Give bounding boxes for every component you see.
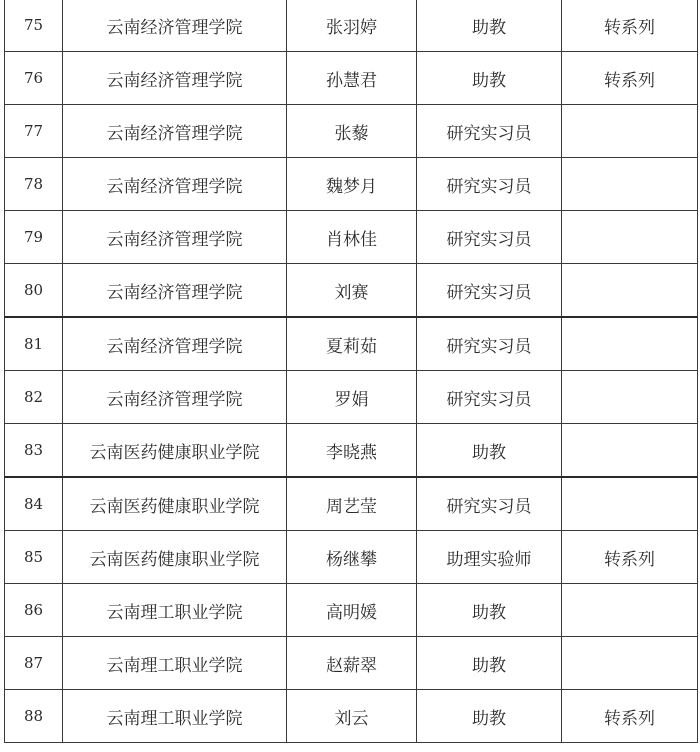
college-name: 云南经济管理学院 (63, 52, 287, 105)
remark (562, 371, 698, 424)
table-row (5, 531, 698, 584)
person-name: 李晓燕 (287, 424, 417, 478)
job-title: 研究实习员 (417, 264, 562, 318)
row-number: 81 (5, 317, 63, 371)
row-number: 77 (5, 105, 63, 158)
row-number: 75 (5, 0, 63, 52)
table-row (5, 52, 698, 105)
table-row (5, 424, 698, 478)
person-name: 孙慧君 (287, 52, 417, 105)
job-title: 研究实习员 (417, 105, 562, 158)
job-title: 助理实验师 (417, 531, 562, 584)
person-name: 肖林佳 (287, 211, 417, 264)
college-name: 云南医药健康职业学院 (63, 531, 287, 584)
college-name: 云南经济管理学院 (63, 105, 287, 158)
remark (562, 105, 698, 158)
remark: 转系列 (562, 0, 698, 52)
person-name: 张藜 (287, 105, 417, 158)
person-name: 刘云 (287, 690, 417, 743)
table-row (5, 584, 698, 637)
remark (562, 637, 698, 690)
person-name: 张羽婷 (287, 0, 417, 52)
row-number: 85 (5, 531, 63, 584)
job-title: 研究实习员 (417, 477, 562, 531)
person-name: 罗娟 (287, 371, 417, 424)
remark (562, 477, 698, 531)
row-number: 86 (5, 584, 63, 637)
row-number: 87 (5, 637, 63, 690)
row-number: 76 (5, 52, 63, 105)
job-title: 助教 (417, 690, 562, 743)
college-name: 云南医药健康职业学院 (63, 477, 287, 531)
person-name: 刘赛 (287, 264, 417, 318)
table-row (5, 317, 698, 371)
table-row (5, 637, 698, 690)
college-name: 云南经济管理学院 (63, 317, 287, 371)
job-title: 助教 (417, 584, 562, 637)
job-title: 助教 (417, 0, 562, 52)
person-name: 魏梦月 (287, 158, 417, 211)
college-name: 云南经济管理学院 (63, 0, 287, 52)
table-row (5, 0, 698, 52)
college-name: 云南经济管理学院 (63, 371, 287, 424)
person-name: 杨继攀 (287, 531, 417, 584)
job-title: 助教 (417, 52, 562, 105)
college-name: 云南理工职业学院 (63, 637, 287, 690)
remark (562, 424, 698, 478)
row-number: 80 (5, 264, 63, 318)
row-number: 82 (5, 371, 63, 424)
person-name: 赵薪翠 (287, 637, 417, 690)
table-row (5, 105, 698, 158)
job-title: 研究实习员 (417, 158, 562, 211)
remark (562, 264, 698, 318)
remark (562, 317, 698, 371)
college-name: 云南经济管理学院 (63, 158, 287, 211)
table-row (5, 371, 698, 424)
college-name: 云南理工职业学院 (63, 584, 287, 637)
row-number: 79 (5, 211, 63, 264)
college-name: 云南经济管理学院 (63, 211, 287, 264)
table-row (5, 264, 698, 318)
person-name: 夏莉茹 (287, 317, 417, 371)
job-title: 助教 (417, 424, 562, 478)
job-title: 研究实习员 (417, 211, 562, 264)
person-name: 周艺莹 (287, 477, 417, 531)
remark: 转系列 (562, 52, 698, 105)
remark: 转系列 (562, 531, 698, 584)
remark (562, 158, 698, 211)
job-title: 研究实习员 (417, 317, 562, 371)
job-title: 助教 (417, 637, 562, 690)
row-number: 83 (5, 424, 63, 478)
person-name: 高明媛 (287, 584, 417, 637)
row-number: 78 (5, 158, 63, 211)
table-row (5, 690, 698, 743)
table-row (5, 158, 698, 211)
college-name: 云南经济管理学院 (63, 264, 287, 318)
remark (562, 211, 698, 264)
job-title: 研究实习员 (417, 371, 562, 424)
row-number: 84 (5, 477, 63, 531)
personnel-table (4, 0, 698, 743)
row-number: 88 (5, 690, 63, 743)
college-name: 云南医药健康职业学院 (63, 424, 287, 478)
table-row (5, 211, 698, 264)
remark: 转系列 (562, 690, 698, 743)
table-row (5, 477, 698, 531)
remark (562, 584, 698, 637)
college-name: 云南理工职业学院 (63, 690, 287, 743)
